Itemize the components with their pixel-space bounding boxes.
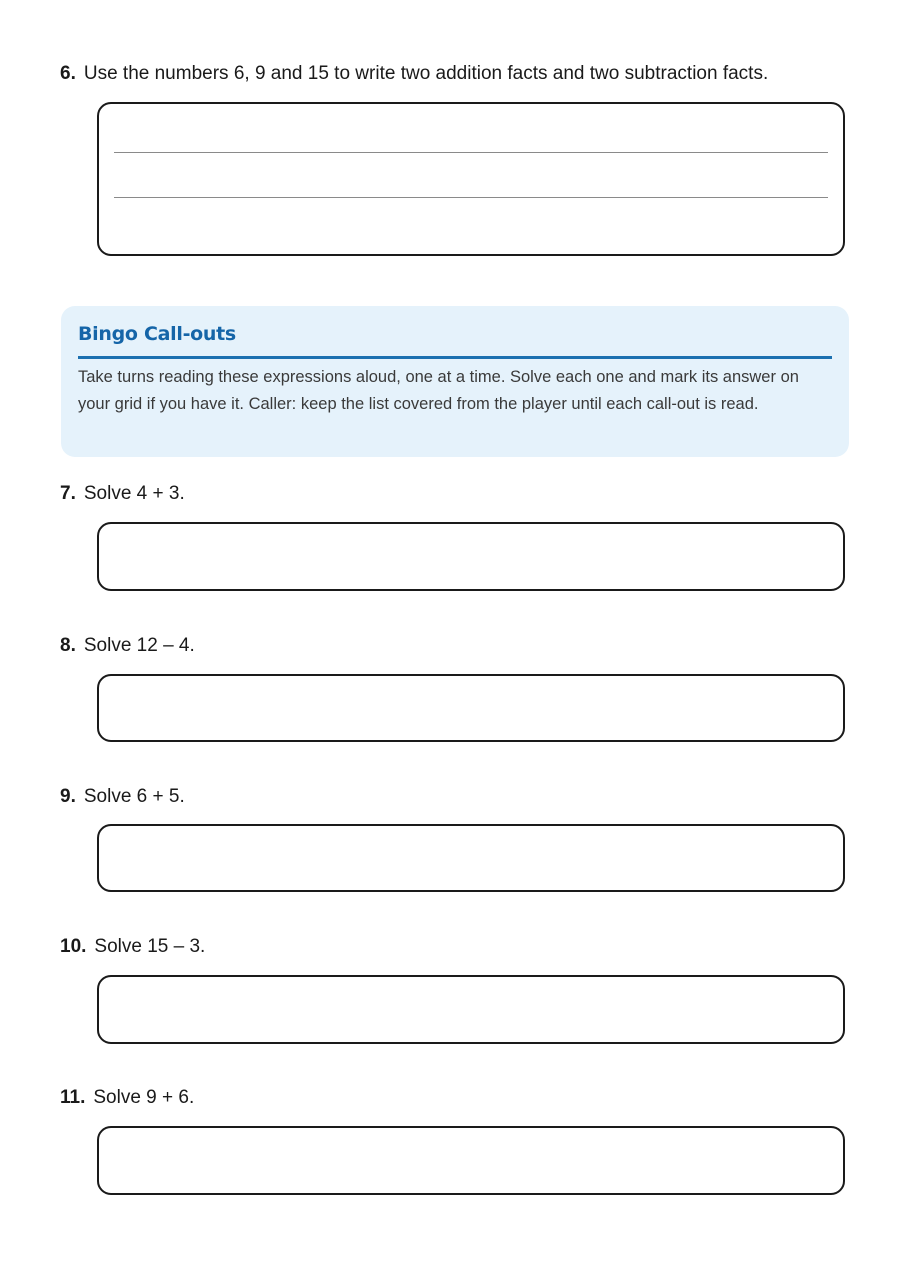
question-number: 8. bbox=[60, 635, 76, 656]
question-number: 9. bbox=[60, 786, 76, 807]
writing-line bbox=[114, 197, 828, 198]
question-text: Solve 9 + 6. bbox=[93, 1087, 195, 1108]
question-10 bbox=[60, 935, 205, 959]
question-11 bbox=[60, 1086, 194, 1110]
answer-box-10[interactable] bbox=[97, 975, 845, 1044]
question-text: Solve 12 – 4. bbox=[83, 635, 195, 656]
answer-box-6[interactable] bbox=[97, 102, 845, 256]
answer-box-7[interactable] bbox=[97, 522, 845, 591]
callout-divider bbox=[78, 356, 832, 359]
question-6 bbox=[60, 62, 768, 86]
bingo-callout-box bbox=[61, 306, 849, 457]
question-8 bbox=[60, 634, 195, 658]
question-number: 6. bbox=[60, 63, 76, 84]
question-text: Solve 6 + 5. bbox=[83, 786, 185, 807]
question-9 bbox=[60, 785, 185, 809]
question-number: 7. bbox=[60, 483, 76, 504]
question-text: Solve 15 – 3. bbox=[94, 936, 206, 957]
callout-body: Take turns reading these expressions aloud, one at a time. Solve each one and mark its answer on your grid if you have it. Caller: keep the list covered from the player until each call-out is read. bbox=[78, 368, 799, 413]
question-text: Use the numbers 6, 9 and 15 to write two addition facts and two subtraction facts. bbox=[83, 63, 769, 84]
answer-box-11[interactable] bbox=[97, 1126, 845, 1195]
writing-line bbox=[114, 152, 828, 153]
callout-title: Bingo Call-outs bbox=[78, 323, 236, 345]
answer-box-9[interactable] bbox=[97, 824, 845, 892]
answer-box-8[interactable] bbox=[97, 674, 845, 742]
question-7 bbox=[60, 482, 185, 506]
question-number: 10. bbox=[60, 936, 87, 957]
question-text: Solve 4 + 3. bbox=[83, 483, 185, 504]
question-number: 11. bbox=[60, 1087, 86, 1108]
